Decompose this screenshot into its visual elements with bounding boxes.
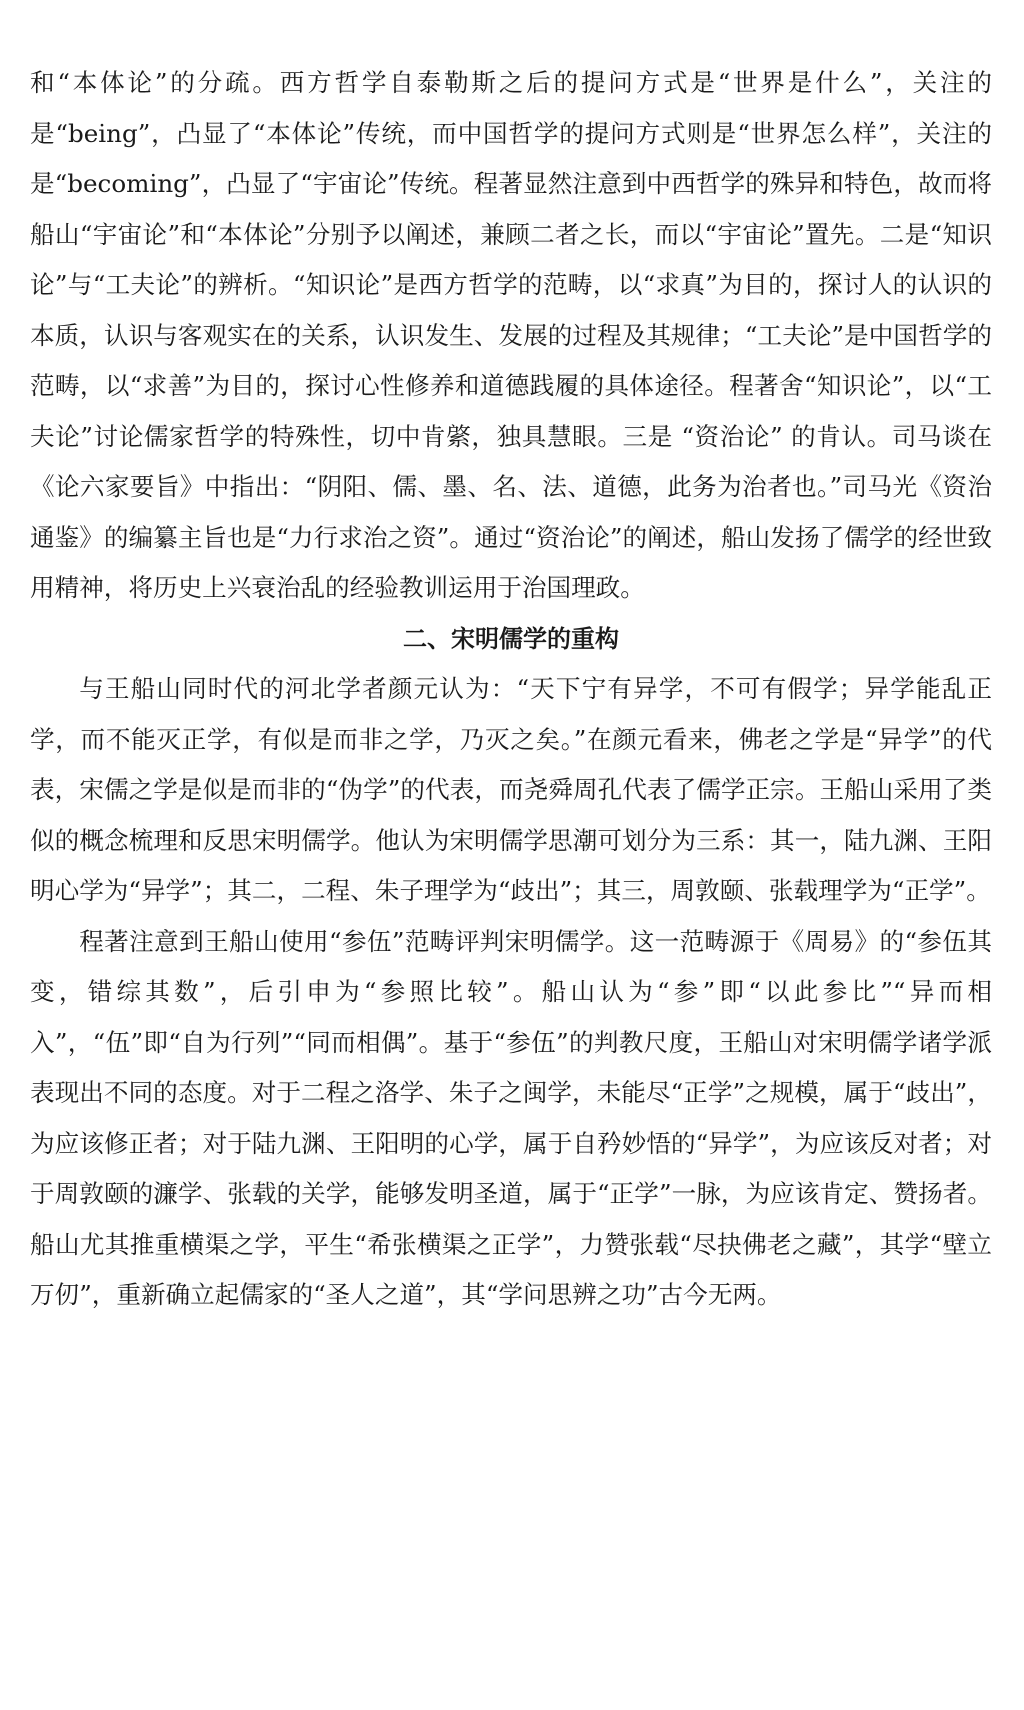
- paragraph-continuation: 和“本体论”的分疏。西方哲学自泰勒斯之后的提问方式是“世界是什么”，关注的是“being”，凸显了“本体论”传统，而中国哲学的提问方式则是“世界怎么样”，关注的是“becoming”，凸显了“宇宙论”传统。程著显然注意到中西哲学的殊异和特色，故而将船山“宇宙论”和“本体论”分别予以阐述，兼顾二者之长，而以“宇宙论”置先。二是“知识论”与“工夫论”的辨析。“知识论”是西方哲学的范畴，以“求真”为目的，探讨人的认识的本质，认识与客观实在的关系，认识发生、发展的过程及其规律；“工夫论”是中国哲学的范畴，以“求善”为目的，探讨心性修养和道德践履的具体途径。程著舍“知识论”，以“工夫论”讨论儒家哲学的特殊性，切中肯綮，独具慧眼。三是 “资治论” 的肯认。司马谈在《论六家要旨》中指出：“阴阳、儒、墨、名、法、道德，此务为治者也。”司马光《资治通鉴》的编纂主旨也是“力行求治之资”。通过“资治论”的阐述，船山发扬了儒学的经世致用精神，将历史上兴衰治乱的经验教训运用于治国理政。: [30, 68, 992, 602]
- paragraph-yan-yuan: 与王船山同时代的河北学者颜元认为：“天下宁有异学，不可有假学；异学能乱正学，而不能灭正学，有似是而非之学，乃灭之矣。”在颜元看来，佛老之学是“异学”的代表，宋儒之学是似是而非的“伪学”的代表，而尧舜周孔代表了儒学正宗。王船山采用了类似的概念梳理和反思宋明儒学。他认为宋明儒学思潮可划分为三系：其一，陆九渊、王阳明心学为“异学”；其二，二程、朱子理学为“歧出”；其三，周敦颐、张载理学为“正学”。: [30, 674, 992, 905]
- paragraph-canwu: 程著注意到王船山使用“参伍”范畴评判宋明儒学。这一范畴源于《周易》的“参伍其变，错综其数”，后引申为“参照比较”。船山认为“参”即“以此参比”“异而相入”，“伍”即“自为行列”“同而相偶”。基于“参伍”的判教尺度，王船山对宋明儒学诸学派表现出不同的态度。对于二程之洛学、朱子之闽学，未能尽“正学”之规模，属于“歧出”，为应该修正者；对于陆九渊、王阳明的心学，属于自矜妙悟的“异学”，为应该反对者；对于周敦颐的濂学、张载的关学，能够发明圣道，属于“正学”一脉，为应该肯定、赞扬者。船山尤其推重横渠之学，平生“希张横渠之正学”，力赞张载“尽抉佛老之藏”，其学“壁立万仞”，重新确立起儒家的“圣人之道”，其“学问思辨之功”古今无两。: [30, 926, 992, 1309]
- section-title: 二、宋明儒学的重构: [403, 624, 619, 653]
- document-page: [30, 58, 992, 1321]
